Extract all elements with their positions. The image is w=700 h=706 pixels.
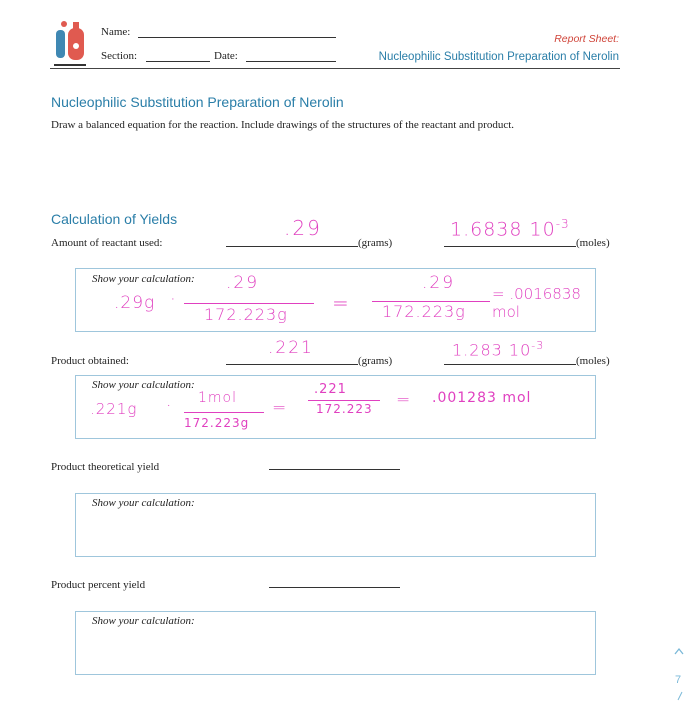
reactant-calc-den2: 172.223g: [382, 302, 466, 321]
reactant-calc-num: .29: [226, 273, 260, 293]
product-fraction-bar-1: [184, 412, 264, 413]
reactant-calc-mass: .29g: [114, 293, 156, 313]
product-calc-den: 172.223g: [184, 416, 250, 430]
instruction-text: Draw a balanced equation for the reaction. Include drawings of the structures of the reactant and product.: [51, 119, 515, 131]
product-calc-num: 1mol: [198, 390, 237, 406]
percent-calc-box[interactable]: [75, 611, 596, 675]
page-divider-slash: [676, 688, 684, 698]
product-calc-den2: 172.223: [316, 402, 373, 416]
header-divider: [50, 68, 620, 69]
reactant-moles-unit: (moles): [576, 237, 610, 249]
reactant-moles-exponent: -3: [555, 217, 570, 231]
product-moles-exponent: -3: [531, 339, 545, 352]
product-grams-field[interactable]: [226, 364, 358, 365]
product-grams-value: .221: [268, 338, 314, 358]
report-title: Nucleophilic Substitution Preparation of Nerolin: [378, 51, 619, 63]
percent-yield-label: Product percent yield: [51, 579, 146, 591]
reactant-calc-box[interactable]: [75, 268, 596, 332]
reactant-moles-field[interactable]: [444, 246, 576, 247]
product-calc-box[interactable]: [75, 375, 596, 439]
product-moles-field[interactable]: [444, 364, 576, 365]
name-field[interactable]: [138, 37, 336, 38]
reactant-grams-unit: (grams): [358, 237, 393, 249]
product-fraction-bar-2: [308, 400, 380, 401]
yields-heading: Calculation of Yields: [51, 211, 178, 227]
product-calc-mass: .221g: [90, 400, 138, 418]
page-title: Nucleophilic Substitution Preparation of Nerolin: [51, 94, 344, 110]
name-label: Name:: [101, 26, 131, 38]
reactant-grams-field[interactable]: [226, 246, 358, 247]
theoretical-calc-label: Show your calculation:: [92, 497, 195, 509]
section-field[interactable]: [146, 61, 210, 62]
product-calc-result: .001283 mol: [432, 390, 532, 406]
product-grams-unit: (grams): [358, 355, 393, 367]
product-label: Product obtained:: [51, 355, 129, 367]
reactant-calc-dot: ·: [170, 289, 176, 310]
product-moles-value: [452, 339, 544, 359]
reactant-calc-den: 172.223g: [204, 305, 288, 324]
product-calc-label: Show your calculation:: [92, 379, 195, 391]
date-label: Date:: [214, 50, 238, 62]
percent-calc-label: Show your calculation:: [92, 615, 195, 627]
reactant-moles-mantissa: 1.6838 10: [450, 218, 556, 241]
product-equals-2: =: [396, 390, 411, 410]
product-moles-unit: (moles): [576, 355, 610, 367]
theoretical-calc-box[interactable]: [75, 493, 596, 557]
product-calc-dot: ·: [166, 396, 172, 416]
section-label: Section:: [101, 50, 138, 62]
reactant-calc-num2: .29: [422, 273, 456, 293]
percent-yield-field[interactable]: [269, 587, 400, 588]
theoretical-yield-field[interactable]: [269, 469, 400, 470]
product-calc-num2: .221: [314, 382, 347, 397]
product-equals-1: =: [272, 398, 287, 418]
report-sheet-label: Report Sheet:: [554, 33, 619, 45]
theoretical-yield-label: Product theoretical yield: [51, 461, 160, 473]
date-field[interactable]: [246, 61, 336, 62]
logo: [52, 20, 88, 68]
page-up-button[interactable]: [672, 644, 686, 658]
reactant-moles-value: [450, 217, 570, 240]
reactant-calc-label: Show your calculation:: [92, 273, 195, 285]
reactant-calc-result: = .0016838 mol: [492, 285, 581, 321]
reactant-equals-1: =: [332, 291, 349, 315]
page-number: 7: [675, 674, 682, 686]
chevron-up-icon: [672, 644, 686, 658]
flask-logo-icon: [52, 20, 88, 68]
reactant-grams-value: .29: [284, 216, 322, 240]
reactant-label: Amount of reactant used:: [51, 237, 163, 249]
product-moles-mantissa: 1.283 10: [452, 340, 532, 360]
reactant-fraction-bar-1: [184, 303, 314, 304]
